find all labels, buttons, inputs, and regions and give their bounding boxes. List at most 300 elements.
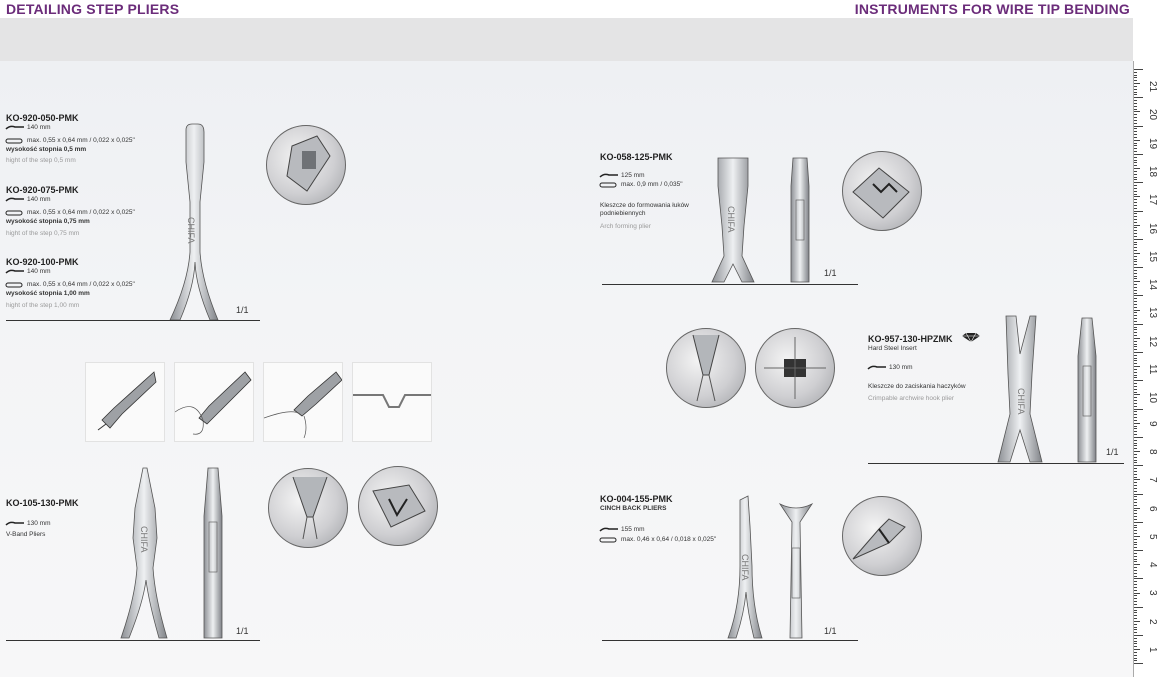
plier-length-icon [600, 173, 618, 178]
ruler-tick [1134, 264, 1137, 265]
length-value: 130 mm [27, 520, 51, 527]
ruler-tick [1134, 581, 1137, 582]
ruler-tick [1134, 403, 1137, 404]
header-band [0, 18, 1133, 61]
ruler-tick [1134, 649, 1140, 650]
wire-bending-photo [352, 362, 432, 442]
step-height-en: hight of the step 0,5 mm [6, 157, 76, 164]
ruler-tick [1134, 411, 1137, 412]
ruler-number: 3 [1147, 590, 1158, 596]
plier-length-icon [868, 365, 886, 370]
wire-spec [6, 281, 135, 289]
ruler-tick [1134, 462, 1137, 463]
wire-value: max. 0,46 x 0,64 / 0,018 x 0,025" [621, 536, 717, 543]
ruler-tick [1134, 154, 1143, 155]
ruler-tick [1134, 576, 1137, 577]
ruler-number: 4 [1147, 562, 1158, 568]
insert-type: Hard Steel Insert [868, 345, 917, 352]
ruler-tick [1134, 120, 1137, 121]
ruler-tick [1134, 94, 1137, 95]
wire-value: max. 0,55 x 0,64 mm / 0,022 x 0,025" [27, 209, 135, 216]
plier-length-icon [600, 527, 618, 532]
ruler-tick [1134, 213, 1137, 214]
brand-logo: CHIFA [726, 206, 736, 233]
length-spec [600, 172, 644, 180]
wire-spec [6, 209, 135, 217]
ruler-tick [1134, 222, 1137, 223]
ruler-tick [1134, 151, 1137, 152]
ruler-tick [1134, 338, 1140, 339]
ruler-tick [1134, 267, 1143, 268]
length-spec [6, 520, 50, 528]
ruler-tick [1134, 443, 1137, 444]
ruler-tick [1134, 496, 1137, 497]
wire-bending-photo [263, 362, 343, 442]
wire-bending-photo [85, 362, 165, 442]
product-code: KO-004-155-PMK [600, 494, 673, 504]
ruler-tick [1134, 69, 1143, 70]
ruler-tick [1134, 244, 1137, 245]
diamond-icon [960, 332, 982, 343]
product-code: KO-920-075-PMK [6, 185, 79, 195]
ruler-tick [1134, 423, 1140, 424]
ruler-tick [1134, 536, 1140, 537]
ruler-tick [1134, 400, 1137, 401]
ruler-tick [1134, 624, 1137, 625]
ruler-tick [1134, 211, 1143, 212]
ruler-tick [1134, 358, 1137, 359]
step-height-pl: wysokość stopnia 0,75 mm [6, 218, 90, 225]
ruler-tick [1134, 208, 1137, 209]
ruler-tick [1134, 658, 1137, 659]
brand-logo: CHIFA [139, 526, 149, 553]
ruler-tick [1134, 259, 1137, 260]
ruler-tick [1134, 185, 1137, 186]
ruler-tick [1134, 643, 1137, 644]
ruler-tick [1134, 383, 1137, 384]
ruler-tick [1134, 239, 1143, 240]
ruler-tick [1134, 610, 1137, 611]
ruler-tick [1134, 426, 1137, 427]
ruler-tick [1134, 527, 1137, 528]
ruler-tick [1134, 86, 1137, 87]
ruler-tick [1134, 182, 1143, 183]
ruler-tick [1134, 191, 1137, 192]
ruler-tick [1134, 539, 1137, 540]
ruler-tick [1134, 437, 1143, 438]
ruler-tick [1134, 392, 1137, 393]
ruler-number: 15 [1147, 250, 1158, 262]
scale-label: 1/1 [236, 626, 249, 636]
ruler-tick [1134, 256, 1137, 257]
brand-logo: CHIFA [186, 217, 196, 244]
length-value: 140 mm [27, 124, 51, 131]
ruler-tick [1134, 89, 1137, 90]
ruler-tick [1134, 230, 1137, 231]
ruler-tick [1134, 219, 1137, 220]
ruler-tick [1134, 131, 1137, 132]
ruler-tick [1134, 100, 1137, 101]
ruler-tick [1134, 499, 1137, 500]
ruler-tick [1134, 618, 1137, 619]
scale-label: 1/1 [1106, 447, 1119, 457]
crimpable-hook-plier-side-image [1072, 316, 1102, 464]
ruler-tick [1134, 310, 1140, 311]
ruler-tick [1134, 590, 1137, 591]
ruler-tick [1134, 321, 1137, 322]
ruler-tick [1134, 335, 1137, 336]
wire-value: max. 0,55 x 0,64 mm / 0,022 x 0,025" [27, 137, 135, 144]
ruler-number: 16 [1147, 222, 1158, 234]
ruler-tick [1134, 394, 1140, 395]
ruler-tick [1134, 301, 1137, 302]
left-header-title: DETAILING STEP PLIERS [6, 1, 180, 17]
ruler-tick [1134, 414, 1137, 415]
ruler-tick [1134, 188, 1137, 189]
ruler-tick [1134, 128, 1137, 129]
ruler-tick [1134, 428, 1137, 429]
ruler-tick [1134, 567, 1137, 568]
ruler-tick [1134, 341, 1137, 342]
ruler-tick [1134, 460, 1137, 461]
length-spec [600, 526, 644, 534]
ruler-tick [1134, 307, 1137, 308]
ruler-tick [1134, 97, 1143, 98]
ruler-tick [1134, 615, 1137, 616]
ruler-tick [1134, 324, 1143, 325]
ruler-tick [1134, 505, 1137, 506]
ruler-number: 10 [1147, 392, 1158, 404]
brand-logo: CHIFA [1016, 388, 1026, 415]
arch-forming-plier-image [708, 156, 758, 284]
ruler-tick [1134, 284, 1137, 285]
ruler-number: 12 [1147, 335, 1158, 347]
v-bend-plier-image [105, 468, 185, 640]
ruler-tick [1134, 199, 1137, 200]
ruler-tick [1134, 547, 1137, 548]
ruler-tick [1134, 114, 1137, 115]
ruler-tick [1134, 494, 1143, 495]
ruler-tick [1134, 278, 1137, 279]
ruler-tick [1134, 332, 1137, 333]
ruler-tick [1134, 477, 1137, 478]
cm-ruler [1133, 61, 1160, 677]
ruler-tick [1134, 344, 1137, 345]
cinch-back-plier-image [722, 496, 772, 640]
ruler-number: 21 [1147, 81, 1158, 93]
ruler-tick [1134, 318, 1137, 319]
wire-size-icon [6, 138, 24, 143]
ruler-tick [1134, 295, 1143, 296]
ruler-tick [1134, 621, 1140, 622]
step-plier-image [160, 122, 230, 322]
ruler-tick [1134, 126, 1143, 127]
ruler-tick [1134, 564, 1140, 565]
length-value: 155 mm [621, 526, 645, 533]
ruler-tick [1134, 103, 1137, 104]
ruler-tick [1134, 434, 1137, 435]
tip-detail-circle [842, 151, 922, 231]
baseline [602, 284, 858, 285]
product-name-en: V-Band Pliers [6, 531, 46, 538]
ruler-tick [1134, 111, 1140, 112]
ruler-tick [1134, 448, 1137, 449]
product-name-en: Crimpable archwire hook plier [868, 395, 954, 402]
ruler-tick [1134, 148, 1137, 149]
product-subtitle: CINCH BACK PLIERS [600, 505, 667, 512]
ruler-tick [1134, 298, 1137, 299]
ruler-tick [1134, 174, 1137, 175]
ruler-number: 14 [1147, 279, 1158, 291]
ruler-tick [1134, 349, 1137, 350]
ruler-tick [1134, 420, 1137, 421]
ruler-number: 13 [1147, 307, 1158, 319]
cinch-back-plier-side-image [778, 498, 814, 640]
ruler-tick [1134, 465, 1143, 466]
ruler-tick [1134, 134, 1137, 135]
scale-label: 1/1 [236, 305, 249, 315]
wire-value: max. 0,55 x 0,64 mm / 0,022 x 0,025" [27, 281, 135, 288]
ruler-tick [1134, 516, 1137, 517]
step-height-pl: wysokość stopnia 1,00 mm [6, 290, 90, 297]
ruler-tick [1134, 281, 1140, 282]
wire-spec [600, 536, 716, 544]
ruler-tick [1134, 363, 1137, 364]
ruler-tick [1134, 471, 1137, 472]
ruler-tick [1134, 491, 1137, 492]
ruler-tick [1134, 250, 1137, 251]
ruler-tick [1134, 117, 1137, 118]
baseline [6, 320, 260, 321]
ruler-number: 11 [1147, 364, 1158, 375]
wire-size-icon [6, 282, 24, 287]
length-value: 130 mm [889, 364, 913, 371]
ruler-tick [1134, 380, 1143, 381]
ruler-tick [1134, 377, 1137, 378]
ruler-tick [1134, 655, 1137, 656]
ruler-tick [1134, 360, 1137, 361]
baseline [6, 640, 260, 641]
ruler-tick [1134, 604, 1137, 605]
ruler-tick [1134, 205, 1137, 206]
product-name-en: Arch forming plier [600, 223, 651, 230]
ruler-tick [1134, 627, 1137, 628]
ruler-tick [1134, 177, 1137, 178]
ruler-tick [1134, 389, 1137, 390]
ruler-number: 19 [1147, 137, 1158, 149]
step-height-pl: wysokość stopnia 0,5 mm [6, 146, 87, 153]
ruler-tick [1134, 652, 1137, 653]
ruler-tick [1134, 72, 1137, 73]
ruler-tick [1134, 397, 1137, 398]
ruler-number: 8 [1147, 448, 1158, 455]
plier-length-icon [6, 125, 24, 130]
plier-length-icon [6, 521, 24, 526]
ruler-tick [1134, 179, 1137, 180]
length-spec [6, 268, 50, 276]
ruler-tick [1134, 123, 1137, 124]
ruler-tick [1134, 372, 1137, 373]
ruler-tick [1134, 160, 1137, 161]
ruler-tick [1134, 417, 1137, 418]
ruler-tick [1134, 595, 1137, 596]
ruler-tick [1134, 635, 1143, 636]
ruler-number: 6 [1147, 505, 1158, 512]
ruler-tick [1134, 513, 1137, 514]
ruler-number: 5 [1147, 533, 1158, 540]
arch-forming-plier-side-image [785, 156, 815, 284]
ruler-tick [1134, 525, 1137, 526]
product-name-pl: Kleszcze do zaciskania haczyków [868, 383, 966, 390]
ruler-tick [1134, 137, 1137, 138]
ruler-tick [1134, 559, 1137, 560]
product-code: KO-058-125-PMK [600, 152, 673, 162]
ruler-tick [1134, 366, 1140, 367]
ruler-tick [1134, 431, 1137, 432]
ruler-tick [1134, 236, 1137, 237]
wire-size-icon [600, 537, 618, 542]
ruler-tick [1134, 573, 1137, 574]
ruler-tick [1134, 273, 1137, 274]
length-value: 125 mm [621, 172, 645, 179]
ruler-tick [1134, 276, 1137, 277]
ruler-tick [1134, 508, 1140, 509]
product-name-pl: Kleszcze do formowania łuków podniebiennych [600, 202, 689, 217]
wire-spec [6, 137, 135, 145]
product-code: KO-920-050-PMK [6, 113, 79, 123]
ruler-tick [1134, 454, 1137, 455]
tip-detail-circle [842, 496, 922, 576]
ruler-tick [1134, 406, 1137, 407]
ruler-number: 20 [1147, 109, 1158, 121]
ruler-tick [1134, 638, 1137, 639]
ruler-tick [1134, 561, 1137, 562]
ruler-tick [1134, 106, 1137, 107]
ruler-tick [1134, 485, 1137, 486]
ruler-tick [1134, 663, 1143, 664]
ruler-tick [1134, 162, 1137, 163]
ruler-tick [1134, 140, 1140, 141]
ruler-tick [1134, 386, 1137, 387]
product-code: KO-920-100-PMK [6, 257, 79, 267]
ruler-tick [1134, 542, 1137, 543]
baseline [868, 463, 1124, 464]
ruler-tick [1134, 519, 1137, 520]
ruler-tick [1134, 216, 1137, 217]
ruler-tick [1134, 247, 1137, 248]
ruler-tick [1134, 171, 1137, 172]
ruler-tick [1134, 553, 1137, 554]
ruler-tick [1134, 409, 1143, 410]
ruler-tick [1134, 530, 1137, 531]
ruler-tick [1134, 488, 1137, 489]
baseline [602, 640, 858, 641]
tip-detail-circle [268, 468, 348, 548]
ruler-tick [1134, 544, 1137, 545]
ruler-tick [1134, 601, 1137, 602]
ruler-tick [1134, 227, 1137, 228]
ruler-tick [1134, 556, 1137, 557]
ruler-number: 17 [1147, 194, 1158, 206]
ruler-tick [1134, 145, 1137, 146]
ruler-tick [1134, 550, 1143, 551]
scale-label: 1/1 [824, 268, 837, 278]
ruler-tick [1134, 570, 1137, 571]
length-spec [6, 124, 50, 132]
right-header-title: INSTRUMENTS FOR WIRE TIP BENDING [854, 1, 1130, 17]
tip-detail-circle [358, 466, 438, 546]
ruler-tick [1134, 522, 1143, 523]
product-code: KO-957-130-HPZMK [868, 334, 953, 344]
ruler-tick [1134, 451, 1140, 452]
ruler-tick [1134, 109, 1137, 110]
ruler-tick [1134, 584, 1137, 585]
tip-detail-circle [755, 328, 835, 408]
ruler-tick [1134, 196, 1140, 197]
crimpable-hook-plier-image [992, 314, 1048, 464]
wire-value: max. 0,9 mm / 0,035" [621, 181, 683, 188]
ruler-tick [1134, 242, 1137, 243]
scale-label: 1/1 [824, 626, 837, 636]
ruler-tick [1134, 593, 1140, 594]
ruler-tick [1134, 168, 1140, 169]
ruler-tick [1134, 329, 1137, 330]
product-code: KO-105-130-PMK [6, 498, 79, 508]
wire-size-icon [600, 182, 618, 187]
ruler-tick [1134, 293, 1137, 294]
ruler-tick [1134, 346, 1137, 347]
ruler-tick [1134, 157, 1137, 158]
ruler-tick [1134, 327, 1137, 328]
length-spec [868, 364, 912, 372]
ruler-tick [1134, 632, 1137, 633]
length-value: 140 mm [27, 268, 51, 275]
ruler-tick [1134, 646, 1137, 647]
ruler-tick [1134, 612, 1137, 613]
ruler-tick [1134, 80, 1137, 81]
ruler-tick [1134, 457, 1137, 458]
ruler-number: 2 [1147, 618, 1158, 625]
ruler-tick [1134, 253, 1140, 254]
ruler-tick [1134, 287, 1137, 288]
ruler-tick [1134, 578, 1143, 579]
ruler-tick [1134, 479, 1140, 480]
ruler-tick [1134, 355, 1137, 356]
ruler-tick [1134, 165, 1137, 166]
plier-length-icon [6, 269, 24, 274]
ruler-tick [1134, 290, 1137, 291]
ruler-tick [1134, 482, 1137, 483]
ruler-tick [1134, 194, 1137, 195]
ruler-number: 18 [1147, 165, 1158, 178]
ruler-tick [1134, 375, 1137, 376]
ruler-tick [1134, 369, 1137, 370]
ruler-tick [1134, 143, 1137, 144]
ruler-tick [1134, 77, 1137, 78]
ruler-number: 1 [1147, 647, 1158, 653]
ruler-tick [1134, 660, 1137, 661]
tip-detail-circle [266, 125, 346, 205]
ruler-number: 9 [1147, 420, 1158, 427]
length-spec [6, 196, 50, 204]
ruler-tick [1134, 440, 1137, 441]
ruler-tick [1134, 202, 1137, 203]
ruler-tick [1134, 587, 1137, 588]
ruler-tick [1134, 510, 1137, 511]
ruler-tick [1134, 468, 1137, 469]
ruler-tick [1134, 83, 1140, 84]
ruler-tick [1134, 598, 1137, 599]
